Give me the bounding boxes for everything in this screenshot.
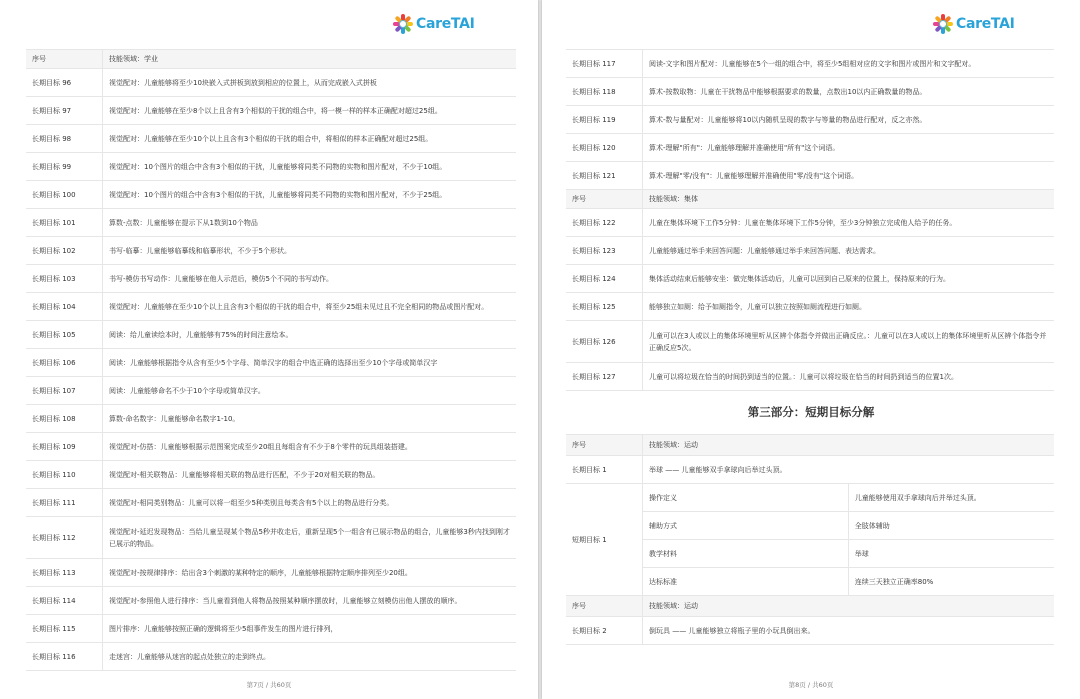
goal-id: 长期目标 102 [26,237,103,265]
goal-text: 算数-点数：儿童能够在提示下从1数到10个物品 [103,209,517,237]
table-row [566,106,1054,134]
goal-text: 视觉配对：10个图片的组合中含有3个相似的干扰，儿童能够将同类不同物的实物和图片配对，不少于25组。 [103,181,517,209]
goal-id: 长期目标 101 [26,209,103,237]
goal-id: 长期目标 96 [26,69,103,97]
table-row [26,559,516,587]
table-row [26,237,516,265]
goal-text: 视觉配对：儿童能够将至少10块嵌入式拼板到放到相应的位置上，从而完成嵌入式拼板 [103,69,517,97]
table-row [566,293,1054,321]
goal-id: 长期目标 121 [566,162,643,190]
goal-text: 算术-按数取物：儿童在干扰物品中能够根据要求的数量，点数出10以内正确数量的物品。 [643,78,1055,106]
page-number: 第8页 / 共60页 [788,681,834,689]
short-term-goals-table [566,434,1054,645]
goal-id: 长期目标 124 [566,265,643,293]
goal-id: 长期目标 104 [26,293,103,321]
goal-id: 长期目标 111 [26,489,103,517]
table-row [566,617,1054,645]
flower-logo-icon [932,13,954,35]
goal-id: 长期目标 123 [566,237,643,265]
detail-label: 操作定义 [643,484,849,512]
goal-text: 视觉配对：儿童能够在至少8个以上且含有3个相似的干扰的组合中，将一模一样的样本正确配对超过25组。 [103,97,517,125]
goal-id: 长期目标 113 [26,559,103,587]
goal-text: 儿童在集体环境下工作5分钟：儿童在集体环境下工作5分钟，至少3分钟独立完成他人给予的任务。 [643,209,1055,237]
header-cell-domain: 技能领域：学业 [103,50,517,69]
goal-id: 长期目标 100 [26,181,103,209]
table-row [566,134,1054,162]
goal-text: 走迷宫：儿童能够从迷宫的起点处独立的走到终点。 [103,643,517,671]
detail-value: 举球 [848,540,1054,568]
goal-id: 长期目标 118 [566,78,643,106]
table-header-row [566,190,1054,209]
section-heading: 第三部分：短期目标分解 [747,405,875,419]
table-row [26,209,516,237]
detail-label: 辅助方式 [643,512,849,540]
goals-table-continued [566,49,1054,391]
detail-label: 教学材料 [643,540,849,568]
table-header-row [566,596,1054,617]
goals-table-academic [26,49,516,671]
table-row [26,349,516,377]
goal-id: 长期目标 112 [26,517,103,559]
logo-text: CareTAI [956,16,1015,32]
table-row [26,69,516,97]
goal-text: 阅读-文字和图片配对：儿童能够在5个一组的组合中，将至少5组相对应的文字和图片或图片和文字配对。 [643,50,1055,78]
table-row [26,461,516,489]
detail-value: 全肢体辅助 [848,512,1054,540]
goal-text: 视觉配对-按规律排序：给出含3个刺激的某种特定的顺序，儿童能够根据特定顺序排列至少20组。 [103,559,517,587]
goal-text: 集体活动结束后能够安坐：做完集体活动后，儿童可以回到自己原来的位置上，保持原来的行为。 [643,265,1055,293]
table-row [26,643,516,671]
goal-text: 视觉配对-参照他人进行排序：当儿童看到他人将物品按照某种顺序摆放时，儿童能够立刻模仿出他人摆放的顺序。 [103,587,517,615]
goal-text: 举球 —— 儿童能够双手拿球向后举过头顶。 [643,456,1055,484]
goal-id: 长期目标 127 [566,363,643,391]
table-row [566,209,1054,237]
goal-text: 视觉配对-相同类别物品：儿童可以将一组至少5种类别且每类含有5个以上的物品进行分类。 [103,489,517,517]
goal-text: 阅读：儿童能够根据指令从含有至少5个字母、简单汉字的组合中选正确的选择出至少10个字母或简单汉字 [103,349,517,377]
header-cell-domain: 技能领域：运动 [643,435,1055,456]
table-row [26,97,516,125]
table-row [566,162,1054,190]
goal-id: 长期目标 114 [26,587,103,615]
header-cell-domain: 技能领域：集体 [643,190,1055,209]
goal-id: 长期目标 98 [26,125,103,153]
header-cell-index: 序号 [26,50,103,69]
goal-id: 长期目标 2 [566,617,643,645]
table-row [26,125,516,153]
table-header-row [26,50,516,69]
table-row [566,50,1054,78]
table-row [26,265,516,293]
goal-id: 长期目标 125 [566,293,643,321]
table-row [26,153,516,181]
table-header-row [566,435,1054,456]
table-row [566,321,1054,363]
goal-id: 长期目标 106 [26,349,103,377]
goal-id: 长期目标 99 [26,153,103,181]
page-number: 第7页 / 共60页 [246,681,292,689]
goal-id: 长期目标 107 [26,377,103,405]
caretai-logo [392,13,475,35]
caretai-logo [932,13,1015,35]
header-cell-index: 序号 [566,190,643,209]
goal-id: 长期目标 103 [26,265,103,293]
goal-text: 视觉配对：儿童能够在至少10个以上且含有3个相似的干扰的组合中，将相似的样本正确配对超过25组。 [103,125,517,153]
goal-text: 视觉配对-仿搭：儿童能够根据示范图案完成至少20组且每组含有不少于8个零件的玩具组装搭建。 [103,433,517,461]
table-row [26,587,516,615]
goal-text: 算数-命名数字：儿童能够命名数字1-10。 [103,405,517,433]
goal-text: 倒玩具 —— 儿童能够独立将瓶子里的小玩具倒出来。 [643,617,1055,645]
goal-id: 长期目标 117 [566,50,643,78]
flower-logo-icon [392,13,414,35]
goal-id: 长期目标 115 [26,615,103,643]
goal-text: 儿童可以在3人或以上的集体环境里听从区辨个体指令并做出正确反应。：儿童可以在3人或以上的集体环境里听从区辨个体指令并正确反应5次。 [643,321,1055,363]
goal-text: 儿童能够通过举手来回答问题：儿童能够通过举手来回答问题、表达需求。 [643,237,1055,265]
goal-text: 视觉配对：儿童能够在至少10个以上且含有3个相似的干扰的组合中，将至少25组未见过且不完全相同的物品或图片配对。 [103,293,517,321]
goal-id: 长期目标 116 [26,643,103,671]
logo-text: CareTAI [416,16,475,32]
detail-value: 连续三天独立正确率80% [848,568,1054,596]
goal-id: 长期目标 120 [566,134,643,162]
goal-text: 阅读：给儿童读绘本时，儿童能够有75%的时间注意绘本。 [103,321,517,349]
table-row [566,363,1054,391]
goal-text: 算术-数与量配对：儿童能够将10以内随机呈现的数字与等量的物品进行配对，反之亦然。 [643,106,1055,134]
detail-label: 达标标准 [643,568,849,596]
table-row [26,405,516,433]
document-page-8 [542,0,1080,699]
goal-text: 书写-模仿书写动作：儿童能够在他人示范后，模仿5个不同的书写动作。 [103,265,517,293]
goal-id: 长期目标 110 [26,461,103,489]
header-cell-domain: 技能领域：运动 [643,596,1055,617]
table-row [26,321,516,349]
goal-id: 长期目标 108 [26,405,103,433]
goal-id: 长期目标 119 [566,106,643,134]
table-row [26,489,516,517]
goal-text: 儿童可以将垃圾在恰当的时间扔到适当的位置。：儿童可以将垃圾在恰当的时间扔到适当的位置1次。 [643,363,1055,391]
goal-id: 长期目标 105 [26,321,103,349]
goal-id: 长期目标 122 [566,209,643,237]
table-row [566,78,1054,106]
goal-text: 图片排序：儿童能够按照正确的逻辑将至少5组事件发生的图片进行排列， [103,615,517,643]
goal-id: 长期目标 109 [26,433,103,461]
goal-text: 视觉配对-相关联物品：儿童能够将相关联的物品进行匹配，不少于20对相关联的物品。 [103,461,517,489]
table-row [566,265,1054,293]
goal-text: 阅读：儿童能够命名不少于10个字母或简单汉字。 [103,377,517,405]
short-goal-id: 短期目标 1 [566,484,643,596]
goal-text: 能够独立如厕：给予如厕指令，儿童可以独立按照如厕流程进行如厕。 [643,293,1055,321]
document-page-7 [0,0,538,699]
goal-text: 书写-临摹：儿童能够临摹线和临摹形状，不少于5个形状。 [103,237,517,265]
table-row [26,517,516,559]
table-row [566,456,1054,484]
table-row [566,237,1054,265]
goal-text: 算术-理解"零/没有"：儿童能够理解并准确使用"零/没有"这个词语。 [643,162,1055,190]
goal-id: 长期目标 1 [566,456,643,484]
goal-id: 长期目标 97 [26,97,103,125]
table-row [26,181,516,209]
header-cell-index: 序号 [566,435,643,456]
table-row [26,293,516,321]
goal-text: 视觉配对：10个图片的组合中含有3个相似的干扰，儿童能够将同类不同物的实物和图片配对，不少于10组。 [103,153,517,181]
table-row [26,615,516,643]
table-row [26,433,516,461]
header-cell-index: 序号 [566,596,643,617]
goal-text: 算术-理解"所有"：儿童能够理解并准确使用"所有"这个词语。 [643,134,1055,162]
goal-text: 视觉配对-延迟发现物品：当给儿童呈现某个物品5秒并收走后，重新呈现5个一组含有已展示物品的组合，儿童能够3秒内找到刚才已展示的物品。 [103,517,517,559]
table-row [566,484,1054,512]
table-row [26,377,516,405]
detail-value: 儿童能够使用双手拿球向后并举过头顶。 [848,484,1054,512]
goal-id: 长期目标 126 [566,321,643,363]
